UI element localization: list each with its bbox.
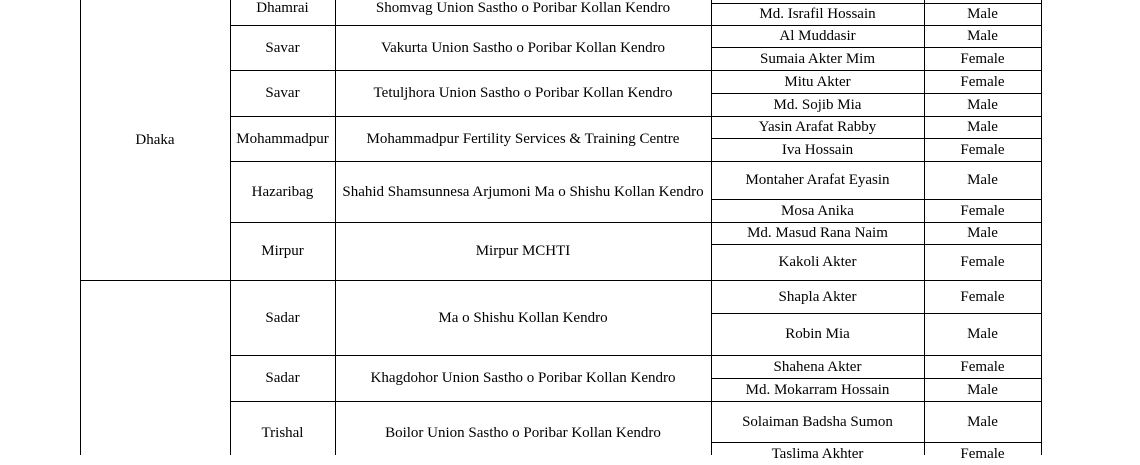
person-name-cell: Sumaia Akter Mim [760,50,875,67]
column-rule-1 [230,0,231,455]
gender-cell: Male [967,28,998,44]
facility-cell: Mirpur MCHTI [475,243,571,259]
gender-cell: Male [967,172,998,188]
person-name-cell: Shapla Akter [778,288,857,305]
person-name-cell: Shahena Akter [773,358,862,375]
gender-cell: Female [960,141,1005,158]
person-name-cell: Md. Mokarram Hossain [745,381,890,398]
person-name-cell: Montaher Arafat Eyasin [745,172,890,188]
person-name-cell: Robin Mia [785,326,850,342]
upazila-cell: Savar [265,85,300,101]
facility-cell: Mohammadpur Fertility Services & Training Centre [366,130,680,147]
person-name-cell: Iva Hossain [781,141,854,158]
upazila-cell: Hazaribag [251,183,314,200]
column-rule-2 [335,0,336,455]
facility-cell: Vakurta Union Sastho o Poribar Kollan Kendro [380,39,666,56]
gender-cell: Male [967,96,998,113]
upazila-cell: Sadar [265,370,300,386]
upazila-cell: Mirpur [261,243,304,259]
gender-cell: Male [967,119,998,135]
person-name-cell: Yasin Arafat Rabby [758,119,877,135]
upazila-cell: Trishal [261,425,304,441]
column-rule-4 [924,0,925,455]
gender-cell: Female [960,254,1005,270]
gender-cell: Female [960,50,1005,67]
person-name-cell: Mosa Anika [781,202,854,219]
gender-cell: Female [960,358,1005,375]
upazila-cell: Savar [265,39,300,56]
gender-cell: Female [960,73,1005,90]
district-cell: Dhaka [135,132,175,148]
column-rule-5 [1041,0,1042,455]
gender-cell: Male [967,326,998,342]
upazila-cell: Dhamrai [256,0,309,16]
upazila-cell: Mohammadpur [236,130,329,147]
person-name-cell: Taslima Akhter [771,445,864,462]
gender-cell: Female [960,445,1005,462]
facility-cell: Boilor Union Sastho o Poribar Kollan Kendro [385,425,661,441]
upazila-cell: Sadar [265,309,300,326]
gender-cell: Male [967,225,998,241]
person-name-cell: Md. Sojib Mia [773,96,862,113]
gender-cell: Male [967,381,998,398]
person-name-cell: Kakoli Akter [778,254,857,270]
facility-cell: Ma o Shishu Kollan Kendro [438,309,608,326]
gender-cell: Female [960,288,1005,305]
column-rule-3 [711,0,712,455]
person-name-cell: Md. Masud Rana Naim [747,225,888,241]
column-rule-0 [80,0,81,455]
person-name-cell: Solaiman Badsha Sumon [742,413,893,430]
facility-cell: Tetuljhora Union Sastho o Poribar Kollan Kendro [373,85,673,101]
person-name-cell: Al Muddasir [779,28,856,44]
gender-cell: Male [967,6,998,22]
facility-cell: Shomvag Union Sastho o Poribar Kollan Kendro [375,0,671,16]
gender-cell: Female [960,202,1005,219]
person-name-cell: Mitu Akter [784,73,851,90]
facility-cell: Shahid Shamsunnesa Arjumoni Ma o Shishu Kollan Kendro [342,183,704,200]
facility-cell: Khagdohor Union Sastho o Poribar Kollan Kendro [370,370,676,386]
person-name-cell: Md. Israfil Hossain [759,6,876,22]
gender-cell: Male [967,413,998,430]
